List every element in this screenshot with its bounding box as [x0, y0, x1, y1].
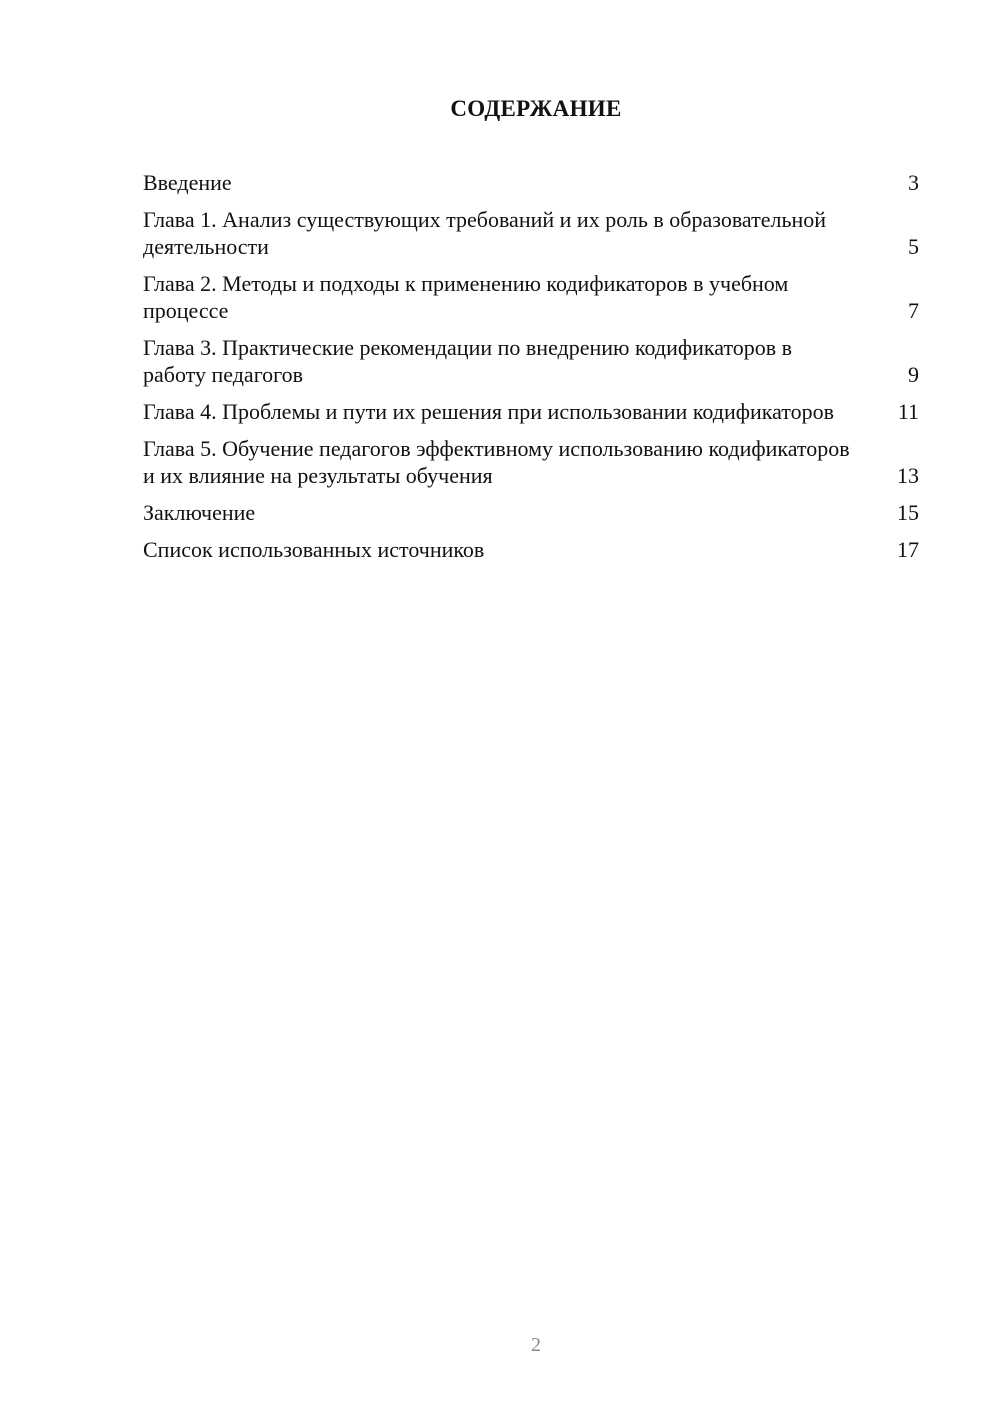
- table-of-contents: [143, 169, 919, 573]
- toc-entry-page: 7: [908, 298, 919, 323]
- toc-entry-conclusion[interactable]: [143, 499, 919, 526]
- toc-entry-text: Заключение: [143, 500, 256, 525]
- toc-entry-references[interactable]: [143, 536, 919, 563]
- toc-entry-text: Глава 4. Проблемы и пути их решения при использовании кодификаторов: [143, 399, 835, 424]
- toc-entry-page: 13: [897, 463, 919, 488]
- toc-entry-text: Глава 2. Методы и подходы к применению кодификаторов в учебном процессе: [143, 271, 789, 323]
- toc-entry-text: Глава 1. Анализ существующих требований и их роль в образовательной деятельности: [143, 207, 827, 259]
- page-number: 2: [531, 1334, 541, 1356]
- toc-entry-text: Введение: [143, 170, 232, 195]
- toc-entry-chapter-5[interactable]: [143, 435, 919, 489]
- toc-entry-chapter-3[interactable]: [143, 334, 919, 388]
- toc-title: СОДЕРЖАНИЕ: [450, 96, 622, 121]
- toc-entry-page: 5: [908, 234, 919, 259]
- toc-entry-text: Список использованных источников: [143, 537, 485, 562]
- toc-entry-chapter-1[interactable]: [143, 206, 919, 260]
- toc-entry-page: 11: [897, 399, 919, 424]
- toc-entry-page: 9: [908, 362, 919, 387]
- toc-entry-text: Глава 5. Обучение педагогов эффективному использованию кодификаторов и их влияние на результаты обучения: [143, 436, 850, 488]
- toc-entry-chapter-2[interactable]: [143, 270, 919, 324]
- toc-entry-introduction[interactable]: [143, 169, 919, 196]
- toc-entry-page: 15: [897, 500, 919, 525]
- toc-entry-chapter-4[interactable]: [143, 398, 919, 425]
- toc-entry-page: 17: [897, 537, 919, 562]
- toc-entry-text: Глава 3. Практические рекомендации по внедрению кодификаторов в работу педагогов: [143, 335, 793, 387]
- toc-entry-page: 3: [908, 170, 919, 195]
